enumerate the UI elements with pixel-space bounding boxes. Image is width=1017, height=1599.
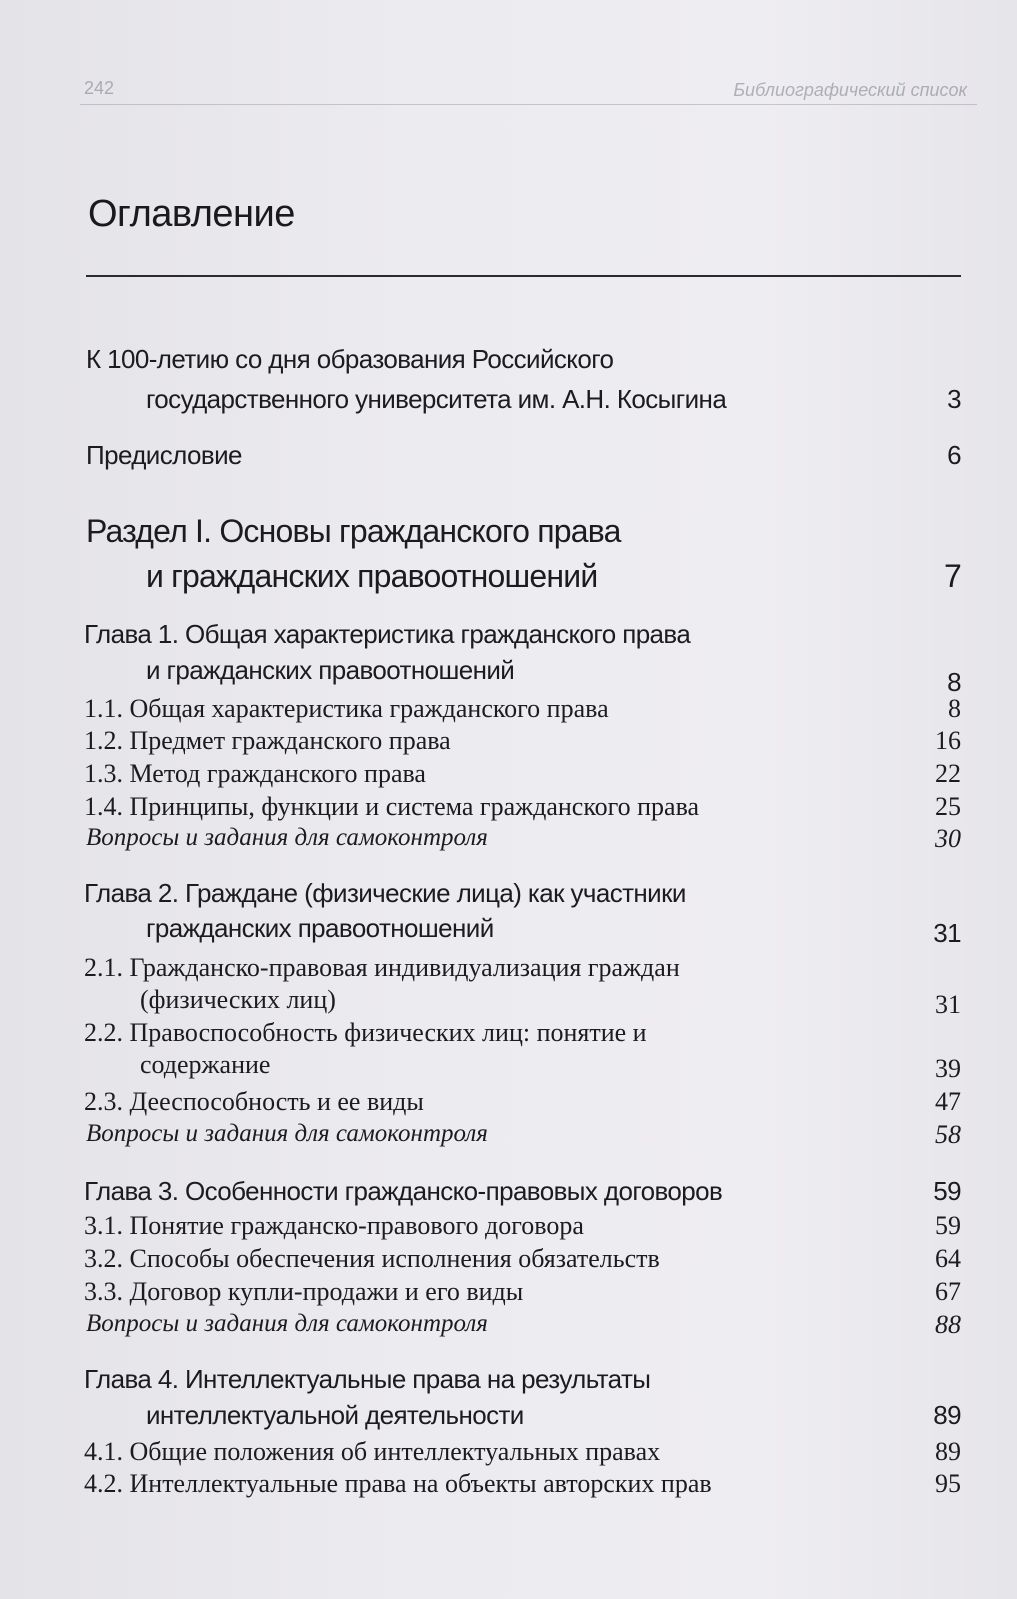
running-header [80, 78, 977, 105]
running-header-page-number: 242 [84, 78, 115, 98]
toc-entry-anniversary-line2[interactable]: государственного университета им. А.Н. Косыгина [146, 384, 727, 414]
toc-chapter-1-line2[interactable]: и гражданских правоотношений [146, 655, 515, 685]
toc-title: Оглавление [88, 193, 295, 235]
toc-page-chapter-4: 89 [933, 1400, 961, 1430]
toc-item-2-2-line1[interactable]: 2.2. Правоспособность физических лиц: понятие и [84, 1018, 647, 1047]
toc-page-questions-3: 88 [935, 1310, 961, 1339]
toc-item-1-4[interactable]: 1.4. Принципы, функции и система гражданского права [84, 792, 700, 821]
toc-chapter-2-line1[interactable]: Глава 2. Граждане (физические лица) как участники [84, 878, 686, 908]
toc-chapter-3[interactable]: Глава 3. Особенности гражданско-правовых договоров [84, 1176, 723, 1206]
toc-section-1-line2[interactable]: и гражданских правоотношений [146, 558, 598, 594]
toc-page-1-2: 16 [935, 726, 961, 755]
toc-page-3-3: 67 [935, 1277, 961, 1306]
toc-questions-2[interactable]: Вопросы и задания для самоконтроля [86, 1120, 488, 1147]
toc-page-2-2: 39 [935, 1054, 961, 1083]
toc-chapter-1-line1[interactable]: Глава 1. Общая характеристика гражданского права [84, 619, 691, 649]
toc-page-questions-2: 58 [935, 1120, 961, 1149]
toc-item-1-3[interactable]: 1.3. Метод гражданского права [84, 759, 426, 788]
toc-questions-3[interactable]: Вопросы и задания для самоконтроля [86, 1310, 488, 1337]
toc-page-1-1: 8 [948, 694, 961, 723]
toc-item-2-2-line2[interactable]: содержание [140, 1050, 271, 1079]
toc-item-2-1-line2[interactable]: (физических лиц) [140, 985, 336, 1014]
toc-item-2-1-line1[interactable]: 2.1. Гражданско-правовая индивидуализация граждан [84, 953, 680, 982]
toc-page-2-3: 47 [935, 1087, 961, 1116]
toc-item-2-3[interactable]: 2.3. Дееспособность и ее виды [84, 1087, 424, 1116]
toc-page-4-1: 89 [935, 1437, 961, 1466]
toc-entry-preface[interactable]: Предисловие [86, 440, 242, 470]
toc-page-anniversary: 3 [947, 384, 961, 414]
toc-item-1-2[interactable]: 1.2. Предмет гражданского права [84, 726, 451, 755]
toc-entry-anniversary-line1[interactable]: К 100-летию со дня образования Российского [86, 344, 614, 374]
toc-chapter-4-line1[interactable]: Глава 4. Интеллектуальные права на результаты [84, 1364, 651, 1394]
toc-page-section-1: 7 [944, 558, 961, 594]
toc-page-3-2: 64 [935, 1244, 961, 1273]
toc-page-2-1: 31 [935, 990, 961, 1019]
toc-page-1-4: 25 [935, 792, 961, 821]
toc-chapter-4-line2[interactable]: интеллектуальной деятельности [146, 1400, 524, 1430]
toc-page-chapter-1: 8 [947, 667, 961, 697]
toc-item-4-1[interactable]: 4.1. Общие положения об интеллектуальных правах [84, 1437, 661, 1466]
toc-item-3-1[interactable]: 3.1. Понятие гражданско-правового договора [84, 1211, 584, 1240]
toc-page-questions-1: 30 [935, 824, 961, 853]
toc-item-4-2[interactable]: 4.2. Интеллектуальные права на объекты авторских прав [84, 1469, 712, 1498]
toc-item-3-2[interactable]: 3.2. Способы обеспечения исполнения обязательств [84, 1244, 660, 1273]
toc-item-1-1[interactable]: 1.1. Общая характеристика гражданского права [84, 694, 609, 723]
running-header-title: Библиографический список [733, 80, 967, 100]
title-divider [86, 275, 961, 277]
toc-page-chapter-3: 59 [933, 1176, 961, 1206]
toc-page-preface: 6 [947, 440, 961, 470]
toc-questions-1[interactable]: Вопросы и задания для самоконтроля [86, 824, 488, 851]
toc-chapter-2-line2[interactable]: гражданских правоотношений [146, 913, 494, 943]
toc-page-1-3: 22 [935, 759, 961, 788]
toc-page-4-2: 95 [935, 1469, 961, 1498]
toc-section-1-line1[interactable]: Раздел I. Основы гражданского права [86, 513, 621, 549]
toc-page-chapter-2: 31 [933, 918, 961, 948]
toc-page-3-1: 59 [935, 1211, 961, 1240]
toc-item-3-3[interactable]: 3.3. Договор купли-продажи и его виды [84, 1277, 524, 1306]
